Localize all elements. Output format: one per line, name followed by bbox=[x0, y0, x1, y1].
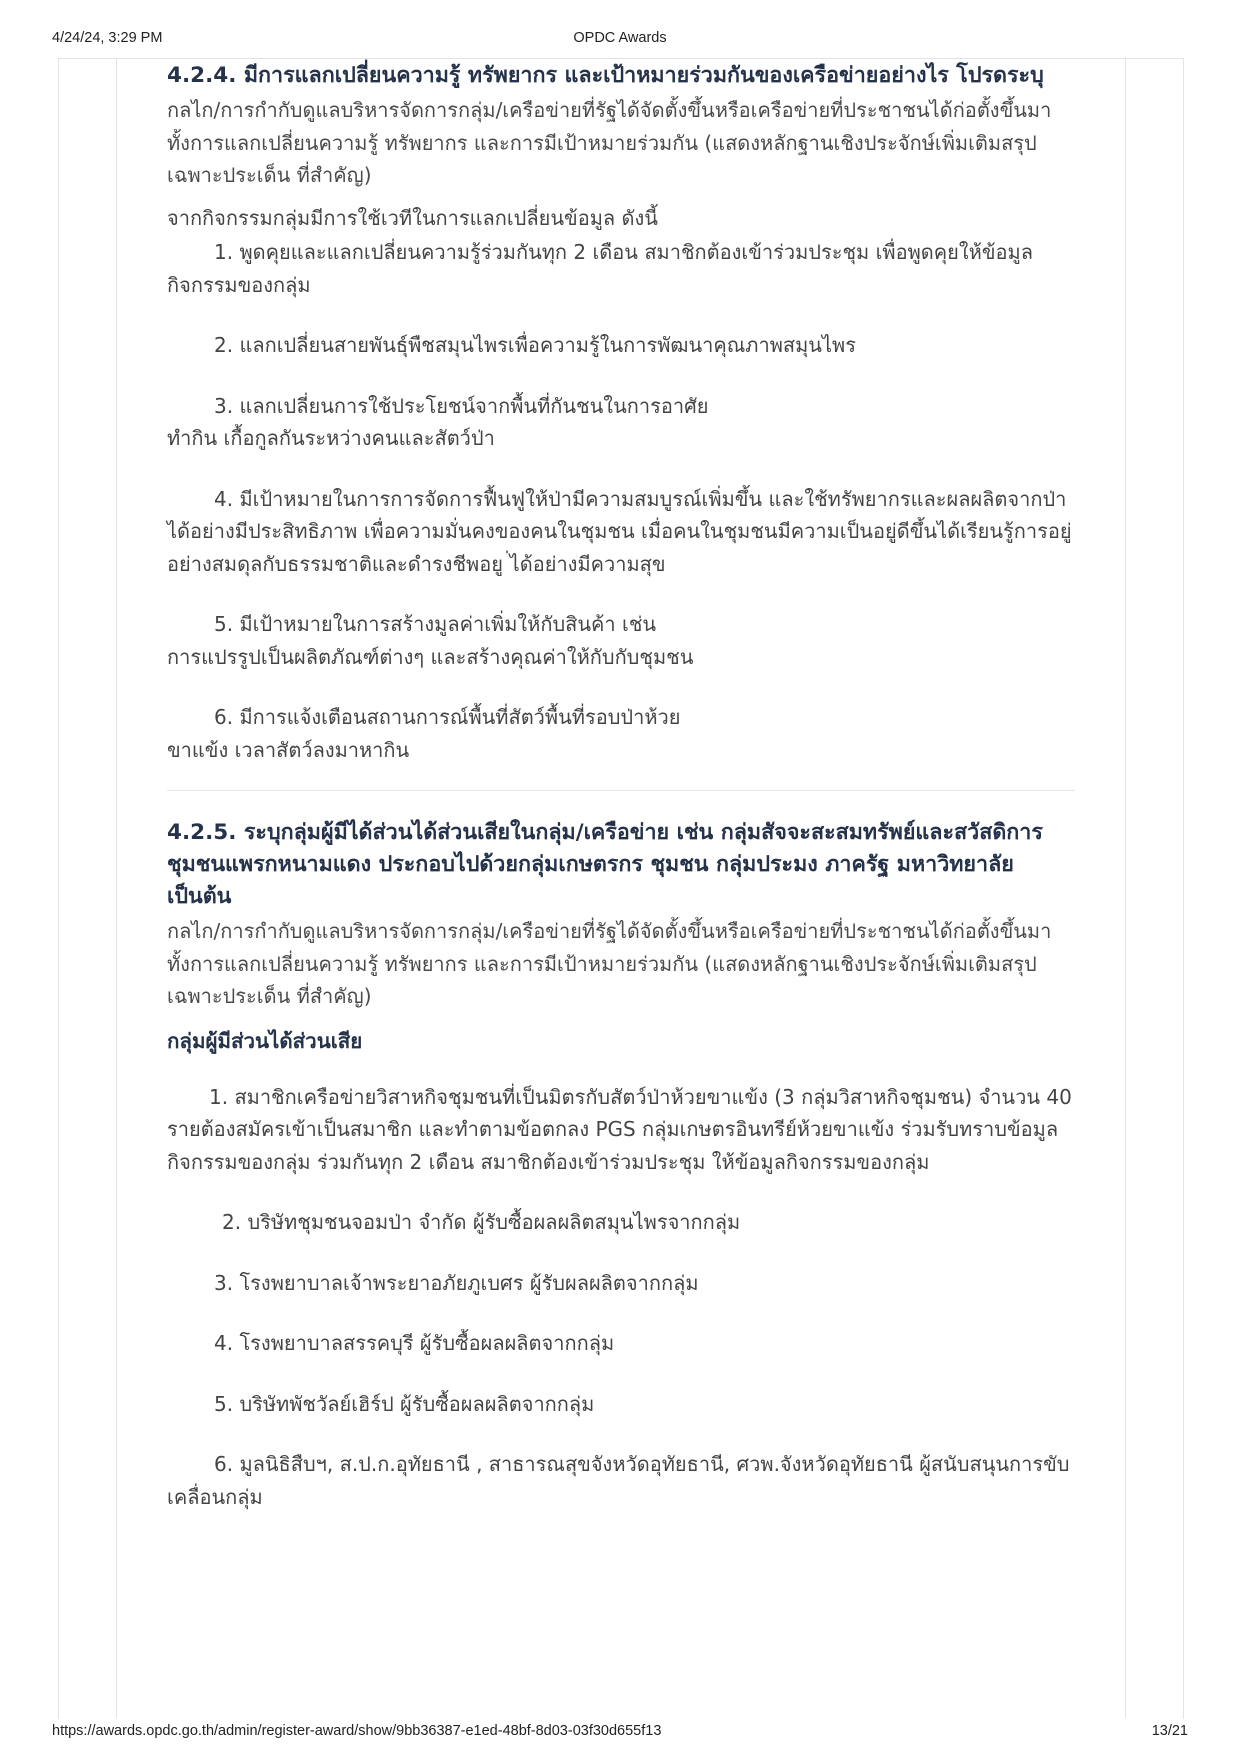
list-item: 5. มีเป้าหมายในการสร้างมูลค่าเพิ่มให้กับสินค้า เช่น bbox=[214, 612, 657, 636]
print-page-number: 13/21 bbox=[1151, 1723, 1188, 1739]
section-4-2-4-intro: จากกิจกรรมกลุ่มมีการใช้เวทีในการแลกเปลี่ยนข้อมูล ดังนี้ bbox=[167, 205, 658, 230]
section-4-2-4-heading: 4.2.4. มีการแลกเปลี่ยนความรู้ ทรัพยากร และเป้าหมายร่วมกันของเครือข่ายอย่างไร โปรดระบุ bbox=[167, 63, 1044, 88]
section-4-2-4-description: กลไก/การกำกับดูแลบริหารจัดการกลุ่ม/เครือข่ายที่รัฐได้จัดตั้งขึ้นหรือเครือข่ายที่ประชาชนได้ก่อตั้งขึ้นมา ทั้งการแลกเปลี่ยนความรู้ ทรัพยากร และการมีเป้าหมายร่วมกัน (แสดงหลักฐานเชิงประจักษ์เพิ่มเติมสรุปเฉพาะประเด็น ที่สำคัญ) bbox=[167, 98, 1052, 187]
section-4-2-5-heading: 4.2.5. ระบุกลุ่มผู้มีได้ส่วนได้ส่วนเสียในกลุ่ม/เครือข่าย เช่น กลุ่มสัจจะสะสมทรัพย์และสวัสดิการชุมชนแพรกหนามแดง ประกอบไปด้วยกลุ่มเกษตรกร ชุมชน กลุ่มประมง ภาครัฐ มหาวิทยาลัย เป็นต้น bbox=[167, 820, 1043, 909]
print-url: https://awards.opdc.go.th/admin/register-award/show/9bb36387-e1ed-48bf-8d03-03f30d655f13 bbox=[52, 1723, 662, 1739]
print-footer bbox=[52, 1723, 1188, 1743]
section-4-2-4 bbox=[167, 60, 1075, 766]
list-item: 1. พูดคุยและแลกเปลี่ยนความรู้ร่วมกันทุก 2 เดือน สมาชิกต้องเข้าร่วมประชุม เพื่อพูดคุยให้ข้อมูลกิจกรรมของกลุ่ม bbox=[167, 240, 1033, 297]
list-item: 2. แลกเปลี่ยนสายพันธุ์พืชสมุนไพรเพื่อความรู้ในการพัฒนาคุณภาพสมุนไพร bbox=[214, 333, 856, 357]
stakeholder-subheading: กลุ่มผู้มีส่วนได้ส่วนเสีย bbox=[167, 1028, 363, 1053]
section-4-2-5 bbox=[167, 817, 1075, 1513]
list-item-continued: การแปรรูปเป็นผลิตภัณฑ์ต่างๆ และสร้างคุณค่าให้กับกับชุมชน bbox=[167, 644, 694, 669]
list-item: 2. บริษัทชุมชนจอมป่า จำกัด ผู้รับซื้อผลผลิตสมุนไพรจากกลุ่ม bbox=[222, 1210, 741, 1234]
list-item-continued: ทำกิน เกื้อกูลกันระหว่างคนและสัตว์ป่า bbox=[167, 426, 495, 450]
list-item-continued: ขาแข้ง เวลาสัตว์ลงมาหากิน bbox=[167, 737, 410, 762]
list-item: 3. แลกเปลี่ยนการใช้ประโยชน์จากพื้นที่กันชนในการอาศัย bbox=[214, 393, 709, 418]
print-header bbox=[52, 30, 1188, 50]
list-item: 5. บริษัทพัชวัลย์เฮิร์ป ผู้รับซื้อผลผลิตจากกลุ่ม bbox=[214, 1391, 595, 1416]
section-4-2-5-description: กลไก/การกำกับดูแลบริหารจัดการกลุ่ม/เครือข่ายที่รัฐได้จัดตั้งขึ้นหรือเครือข่ายที่ประชาชนได้ก่อตั้งขึ้นมา ทั้งการแลกเปลี่ยนความรู้ ทรัพยากร และการมีเป้าหมายร่วมกัน (แสดงหลักฐานเชิงประจักษ์เพิ่มเติมสรุปเฉพาะประเด็น ที่สำคัญ) bbox=[167, 919, 1052, 1008]
list-item: 3. โรงพยาบาลเจ้าพระยาอภัยภูเบศร ผู้รับผลผลิตจากกลุ่ม bbox=[214, 1270, 699, 1295]
print-datetime: 4/24/24, 3:29 PM bbox=[52, 30, 163, 46]
list-item: 6. มีการแจ้งเตือนสถานการณ์พื้นที่สัตว์พื้นที่รอบป่าห้วย bbox=[214, 705, 681, 729]
list-item: 1. สมาชิกเครือข่ายวิสาหกิจชุมชนที่เป็นมิตรกับสัตว์ป่าห้วยขาแข้ง (3 กลุ่มวิสาหกิจชุมชน) จำนวน 40 รายต้องสมัครเข้าเป็นสมาชิก และทำตามข้อตกลง PGS กลุ่มเกษตรอินทรีย์ห้วยขาแข้ง ร่วมรับทราบข้อมูลกิจกรรมของกลุ่ม ร่วมกันทุก 2 เดือน สมาชิกต้องเข้าร่วมประชุม ให้ข้อมูลกิจกรรมของกลุ่ม bbox=[167, 1084, 1072, 1174]
list-item: 4. โรงพยาบาลสรรคบุรี ผู้รับซื้อผลผลิตจากกลุ่ม bbox=[214, 1331, 615, 1355]
list-item: 4. มีเป้าหมายในการการจัดการฟื้นฟูให้ป่ามีความสมบูรณ์เพิ่มขึ้น และใช้ทรัพยากรและผลผลิตจากป่าได้อย่างมีประสิทธิภาพ เพื่อความมั่นคงของคนในชุมชน เมื่อคนในชุมชนมีความเป็นอยู่ดีขึ้นได้เรียนรู้การอยู่อย่างสมดุลกับธรรมชาติและดำรงชีพอยู ่ได้อย่างมีความสุข bbox=[167, 486, 1072, 576]
section-divider bbox=[167, 790, 1075, 791]
main-content bbox=[167, 60, 1075, 1513]
list-item: 6. มูลนิธิสืบฯ, ส.ป.ก.อุทัยธานี , สาธารณสุขจังหวัดอุทัยธานี, ศวพ.จังหวัดอุทัยธานี ผู้สนับสนุนการขับเคลื่อนกลุ่ม bbox=[167, 1452, 1070, 1509]
print-page-title: OPDC Awards bbox=[573, 30, 667, 46]
